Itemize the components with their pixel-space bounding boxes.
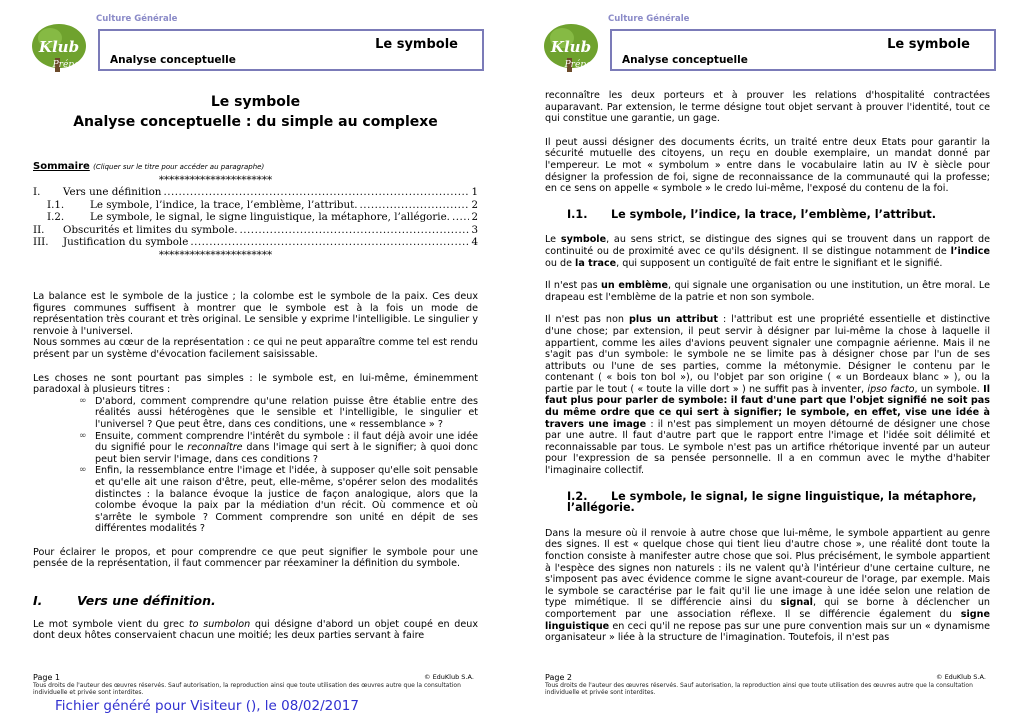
- header-title: Le symbole: [375, 37, 458, 52]
- toc-hint: (Cliquer sur le titre pour accéder au paragraphe): [93, 163, 265, 171]
- paragraph: Il n'est pas non plus un attribut : l'attribut est une propriété essentielle et distinctive d'une chose; par extension, il peut servir à désigner par lui-même la chose à laquelle il appartient, comme les ailes d'avions peuvent signaler une compagnie aérienne. Mais il ne s'agit pas d'un symbole: le symbole ne se limite pas à désigner chose par l'un de ses attributs ou l'une de ses parties, comme la métonymie. Désigner le contenu par le contenant ( « bois ton bol »), ou l'objet par son origine ( « un Bordeaux blanc » ), ou la partie par le tout ( « toute la ville dort » ) ne suffit pas à inventer, ipso facto, un symbole. Il faut plus pour parler de symbole: il faut d'une part que l'objet signifié ne soit pas du même ordre que ce qui sert à signifier; le symbole, en effet, vise une idée à travers une image : il n'est pas simplement un moyen détourné de désigner une chose par une autre. Il faut d'autre part que le rapport entre l'image et l'idée soit délimité et reconnaissable par tous. Le symbole n'est pas un artifice rhétorique inventé par un auteur pour l'expression de sa pensée personnelle. Il a en commun avec le mythe d'habiter l'imaginaire collectif.: [545, 314, 990, 477]
- klub-prepa-logo: [540, 22, 602, 76]
- header-box: [98, 29, 484, 71]
- generated-for-visitor-notice: Fichier généré pour Visiteur (), le 08/02/2017: [55, 698, 359, 714]
- list-item: ∞ Ensuite, comment comprendre l'intérêt du symbole : il faut déjà avoir une idée du signifié pour le reconnaître dans l'image qui sert à le signifier; à quoi donc peut bien servir l'image, dans ces conditions ?: [79, 431, 478, 466]
- section-heading-1-2: I.2. Le symbole, le signal, le signe linguistique, la métaphore, l’allégorie.: [567, 489, 977, 515]
- toc-stars-bottom: **********************: [158, 248, 273, 261]
- page1-body: [33, 291, 478, 642]
- document-page-1: [0, 0, 512, 700]
- klub-prepa-logo: [28, 22, 90, 76]
- paradox-list: [79, 396, 478, 535]
- paragraph: Dans la mesure où il renvoie à autre chose que lui-même, le symbole appartient au genre des signes. Il est « quelque chose qui tient lieu d'autre chose », une réalité dont toute la fonction consiste à manifester autre chose que soi. Plus précisément, le symbole appartient à l'espèce des signes non naturels : ils ne valent qu'à l'intérieur d'une certaine culture, ne s'imposent pas avec évidence comme le signe avant-coureur de l'orage, par exemple. Mais le symbole se caractérise par le fait qu'il lie une image à une idée selon une relation de type mimétique. Il se différencie ainsi du signal, qui se borne à déclencher un comportement par une association réflexe. Il se différencie également du signe linguistique en ceci qu'il ne repose pas sur une pure convention mais sur un « dynamisme organisateur » liée à la structure de l'imagination. Toutefois, il n'est pas: [545, 527, 990, 644]
- intro-paragraph-1: La balance est le symbole de la justice ; la colombe est le symbole de la paix. Ces deux figures communes suffisent à montrer que le symbole est à la fois un mode de représentation très courant et très original. Le sensible y exprime l'intelligible. Le singulier y renvoie à l'universel.: [33, 291, 478, 337]
- paragraph: Le symbole, au sens strict, se distingue des signes qui se trouvent dans un rapport de continuité ou de proximité avec ce qu'ils désignent. Il se distingue notamment de l’indice ou de la trace, qui supposent un contiguïté de fait entre le signifiant et le signifié.: [545, 234, 990, 269]
- header-culture-label: Culture Générale: [96, 14, 178, 24]
- header-title: Le symbole: [887, 37, 970, 52]
- header-culture-label: Culture Générale: [608, 14, 690, 24]
- paragraph: reconnaître les deux porteurs et à prouver les relations d'hospitalité contractées auparavant. Par extension, le terme désigne tout objet servant à prouver l'identité, tout ce qui constitue une garantie, un gage.: [545, 90, 990, 125]
- rights-notice: Tous droits de l'auteur des œuvres réservés. Sauf autorisation, la reproduction ainsi que toute utilisation des œuvres autre que la consultation individuelle et privée sont interdites.: [33, 682, 461, 696]
- list-item: ∞ D'abord, comment comprendre qu'une relation puisse être établie entre des réalités aussi hétérogènes que le sensible et l'intelligible, le singulier et l'universel ? Que peut être, dans ces conditions, une « ressemblance » ?: [79, 396, 478, 431]
- toc-link-justification[interactable]: III. Justification du symbole ..... 4: [33, 236, 478, 249]
- paragraph: Il peut aussi désigner des documents écrits, un traité entre deux Etats pour garantir la sécurité mutuelle des citoyens, un reçu en double exemplaire, un mandat donné par l'empereur. Le mot « symbolum » entre dans le vocabulaire latin au IV è siècle pour désigner la profession de foi, signe de reconnaissance de la communauté qui la professe; en ce sens on appelle « symbole » le credo lui-même, l'exposé du contenu de la foi.: [545, 136, 990, 195]
- toc-stars-top: **********************: [158, 173, 273, 186]
- section1-paragraph-1: Le mot symbole vient du grec to sumbolon qui désigne d'abord un objet coupé en deux dont deux hôtes conservaient chacun une moitié; les deux parties servant à faire: [33, 618, 478, 642]
- toc-link-vers-une-definition[interactable]: I. Vers une définition ..... 1: [33, 186, 478, 199]
- svg-text:Klub: Klub: [550, 38, 592, 56]
- document-page-2: [512, 0, 1024, 700]
- copyright: © EduKlub S.A.: [936, 673, 986, 681]
- intro-paragraph-3: Les choses ne sont pourtant pas simples : le symbole est, en lui-même, éminemment paradoxal à plusieurs titres :: [33, 372, 478, 396]
- header-box: [610, 29, 996, 71]
- section-heading-1-1: I.1. Le symbole, l’indice, la trace, l’emblème, l’attribut.: [567, 207, 937, 221]
- rights-notice: Tous droits de l'auteur des œuvres réservés. Sauf autorisation, la reproduction ainsi que toute utilisation des œuvres autre que la consultation individuelle et privée sont interdites.: [545, 682, 973, 696]
- intro-paragraph-4: Pour éclairer le propos, et pour comprendre ce que peut signifier le symbole pour une pensée de la représentation, il faut commencer par réexaminer la définition du symbole.: [33, 546, 478, 570]
- toc-heading: Sommaire: [33, 161, 90, 172]
- toc-link-symbole-signal[interactable]: I.2. Le symbole, le signal, le signe linguistique, la métaphore, l’allégorie. ..... 2: [33, 211, 478, 224]
- paragraph: Il n'est pas un emblème, qui signale une organisation ou une institution, un être moral. Le drapeau est l'emblème de la patrie et non son symbole.: [545, 280, 990, 303]
- title-line-1: Le symbole: [210, 94, 301, 110]
- svg-text:Prépa: Prépa: [52, 60, 80, 70]
- page-number: Page 2: [545, 673, 572, 682]
- list-item: ∞ Enfin, la ressemblance entre l'image et l'idée, à supposer qu'elle soit pensable et qu'elle ait une raison d'être, peut, elle-même, s'opérer selon des modalités distinctes : la balance évoque la justice de façon analogique, alors que la colombe évoque la paix par la médiation d'un récit. Où commence et où s'arrête le symbole ? Comment comprendre son unité en dépit de ses différentes modalités ?: [79, 465, 478, 535]
- page2-body: [545, 90, 990, 644]
- header-subtitle: Analyse conceptuelle: [622, 54, 748, 66]
- intro-paragraph-2: Nous sommes au cœur de la représentation : ce qui ne peut apparaître comme tel est rendu présent par un système d'évocation facilement saisissable.: [33, 337, 478, 360]
- page-number: Page 1: [33, 673, 60, 682]
- svg-text:Klub: Klub: [38, 38, 80, 56]
- document-title: [33, 92, 478, 132]
- section-heading-1: I. Vers une définition.: [33, 593, 216, 609]
- title-line-2: Analyse conceptuelle : du simple au complexe: [73, 114, 438, 130]
- toc-link-symbole-indice[interactable]: I.1. Le symbole, l’indice, la trace, l’emblème, l’attribut. ..... 2: [33, 199, 478, 212]
- copyright: © EduKlub S.A.: [424, 673, 474, 681]
- toc-link-obscurites[interactable]: II. Obscurités et limites du symbole. ..... 3: [33, 224, 478, 237]
- svg-text:Prépa: Prépa: [564, 60, 592, 70]
- table-of-contents: [33, 160, 478, 261]
- header-subtitle: Analyse conceptuelle: [110, 54, 236, 66]
